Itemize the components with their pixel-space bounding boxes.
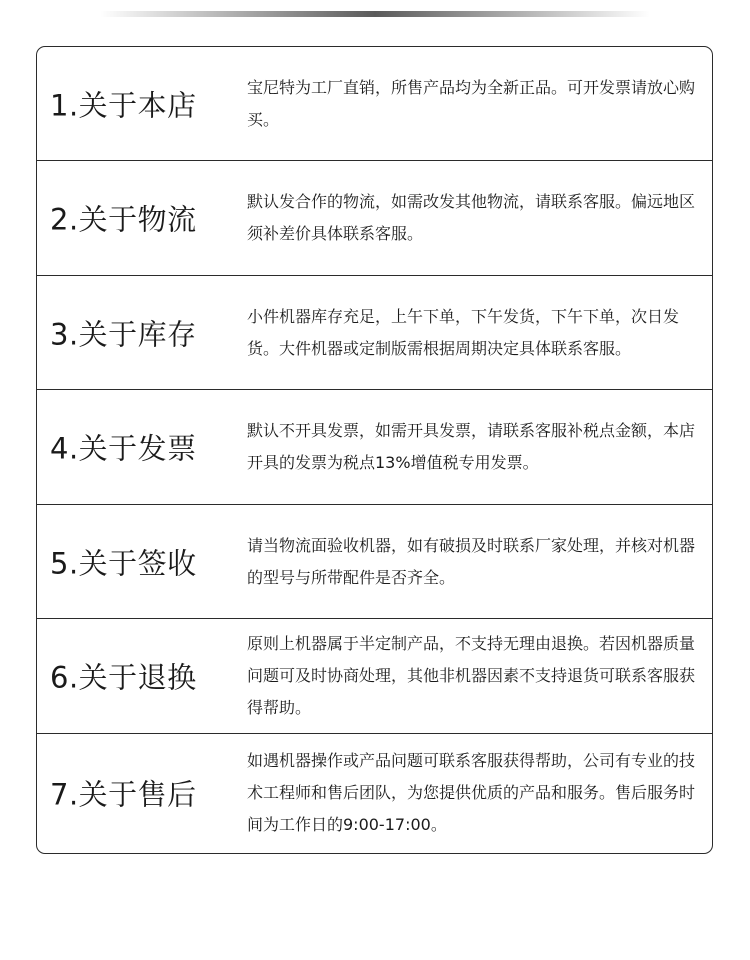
policy-text: 请当物流面验收机器，如有破损及时联系厂家处理，并核对机器的型号与所带配件是否齐全。 [247,535,696,587]
policy-text: 默认发合作的物流，如需改发其他物流，请联系客服。偏远地区须补差价具体联系客服。 [247,192,696,243]
policy-text: 小件机器库存充足，上午下单，下午发货，下午下单，次日发货。大件机器或定制版需根据周期决定具体联系客服。 [247,306,680,358]
policy-title: 4.关于发票 [50,431,197,466]
policy-title: 7.关于售后 [50,777,197,812]
policy-row-store [37,47,712,161]
policy-title: 3.关于库存 [50,317,197,351]
policy-text: 如遇机器操作或产品问题可联系客服获得帮助，公司有专业的技术工程师和售后团队，为您提供优质的产品和服务。售后服务时间为工作日的9:00-17:00。 [247,751,696,834]
policy-text: 原则上机器属于半定制产品，不支持无理由退换。若因机器质量问题可及时协商处理，其他非机器因素不支持退货可联系客服获得帮助。 [247,634,696,717]
policy-row-after-sales [37,734,712,852]
policy-row-returns [37,619,712,734]
policy-title: 5.关于签收 [50,546,197,580]
policy-row-invoice [37,390,712,505]
policy-row-receipt [37,505,712,619]
policy-title: 6.关于退换 [50,660,197,695]
top-decorative-rule [100,11,650,17]
policy-row-inventory [37,276,712,390]
policy-text: 宝尼特为工厂直销，所售产品均为全新正品。可开发票请放心购买。 [247,77,696,129]
policy-row-logistics [37,161,712,276]
policy-text: 默认不开具发票，如需开具发票，请联系客服补税点金额，本店开具的发票为税点13%增值税专用发票。 [247,421,696,472]
policy-title: 1.关于本店 [50,88,197,122]
store-policy-table [36,46,713,854]
policy-title: 2.关于物流 [50,202,197,237]
